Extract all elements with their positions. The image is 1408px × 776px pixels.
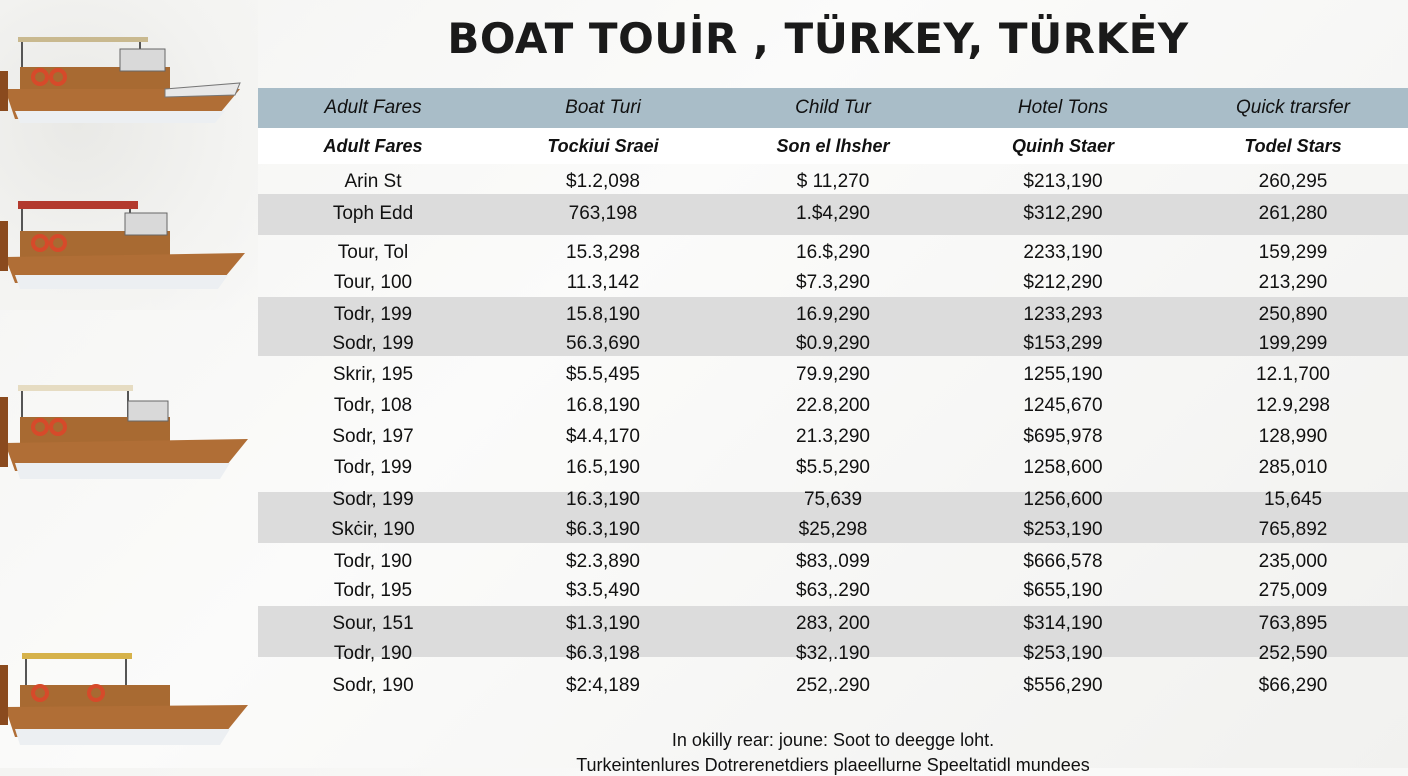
table-cell: 11.3,142 [566, 272, 640, 293]
table-cell: $556,290 [1023, 675, 1103, 696]
table-cell: 763,198 [568, 203, 638, 224]
table-row [258, 453, 1408, 483]
column-subheader: Adult Fares [323, 135, 423, 156]
table-cell: 15.3,298 [566, 242, 640, 263]
table-cell: 250,890 [1258, 304, 1328, 325]
table-cell: $32,.190 [796, 643, 870, 664]
boat-illustration-3 [0, 372, 252, 492]
table-cell: $1.3,190 [566, 613, 640, 634]
table-cell: 1256,600 [1023, 489, 1103, 510]
table-cell: 283, 200 [796, 613, 870, 634]
table-cell: Sour, 151 [332, 613, 414, 634]
table-cell: $0.9,290 [796, 333, 870, 354]
boat-illustration-2 [0, 186, 252, 306]
table-cell: Todr, 195 [333, 580, 413, 601]
table-cell: 16.$,290 [796, 242, 870, 263]
table-header-row [258, 88, 1408, 128]
table-cell: 128,990 [1258, 426, 1328, 447]
table-row [258, 391, 1408, 421]
table-cell: $3.5,490 [566, 580, 640, 601]
table-cell: 213,290 [1258, 272, 1328, 293]
table-cell: $153,299 [1023, 333, 1103, 354]
table-cell: Sodr, 199 [332, 333, 414, 354]
table-cell: Tour, 100 [333, 272, 413, 293]
table-cell: $7.3,290 [796, 272, 870, 293]
table-row [258, 360, 1408, 390]
footer-note-2: Turkeintenlures Dotrerenetdiers plaeellurne Speeltatidl mundees [576, 755, 1090, 775]
table-cell: 16.5,190 [566, 457, 640, 478]
table-cell: 16.8,190 [566, 395, 640, 416]
table-row [258, 485, 1408, 515]
table-cell: 1255,190 [1023, 364, 1103, 385]
column-subheader: Son el lhsher [776, 135, 890, 156]
table-cell: Todr, 108 [333, 395, 413, 416]
table-row [258, 238, 1408, 268]
table-cell: Arin St [344, 171, 402, 192]
table-row [258, 576, 1408, 606]
table-row [258, 639, 1408, 669]
table-cell: 260,295 [1258, 171, 1328, 192]
footer-note: In okilly rear: joune: Soot to deegge loht. [671, 730, 995, 750]
table-cell: Skċir, 190 [331, 519, 415, 540]
table-cell: Todr, 190 [333, 643, 413, 664]
table-cell: Todr, 199 [333, 457, 413, 478]
table-row [258, 199, 1408, 229]
table-cell: Tour, Tol [337, 242, 409, 263]
table-cell: $6.3,198 [566, 643, 640, 664]
table-row [258, 329, 1408, 359]
table-cell: $2:4,189 [566, 675, 640, 696]
table-cell: 75,639 [803, 489, 863, 510]
table-cell: 1233,293 [1023, 304, 1103, 325]
table-cell: $1.2,098 [566, 171, 640, 192]
boat-illustration-1 [0, 14, 252, 134]
table-cell: $6.3,190 [566, 519, 640, 540]
table-cell: $66,290 [1258, 675, 1328, 696]
table-row [258, 547, 1408, 577]
table-cell: 261,280 [1258, 203, 1328, 224]
table-cell: Todr, 199 [333, 304, 413, 325]
table-cell: $314,190 [1023, 613, 1103, 634]
table-cell: $63,.290 [796, 580, 870, 601]
table-cell: 1258,600 [1023, 457, 1103, 478]
table-cell: $253,190 [1023, 643, 1103, 664]
column-subheader: Todel Stars [1244, 135, 1342, 156]
table-subheader-row [258, 128, 1408, 164]
table-cell: $666,578 [1023, 551, 1103, 572]
table-cell: $213,190 [1023, 171, 1103, 192]
table-cell: 12.9,298 [1256, 395, 1330, 416]
table-cell: $5.5,290 [796, 457, 870, 478]
table-cell: $695,978 [1023, 426, 1103, 447]
table-cell: $25,298 [798, 519, 868, 540]
table-cell: $312,290 [1023, 203, 1103, 224]
column-subheader: Quinh Staer [1011, 135, 1114, 156]
table-cell: 159,299 [1258, 242, 1328, 263]
table-row [258, 671, 1408, 701]
fares-table [258, 88, 1408, 164]
table-cell: Sodr, 190 [332, 675, 414, 696]
table-cell: 275,009 [1258, 580, 1328, 601]
table-cell: $655,190 [1023, 580, 1103, 601]
table-row [258, 515, 1408, 545]
column-header: Hotel Tons [1017, 97, 1109, 118]
table-cell: 763,895 [1258, 613, 1328, 634]
table-cell: 21.3,290 [796, 426, 870, 447]
boat-illustration-4 [0, 640, 252, 760]
table-row [258, 268, 1408, 298]
table-cell: Skrir, 195 [332, 364, 414, 385]
table-row [258, 609, 1408, 639]
table-cell: 252,.290 [796, 675, 870, 696]
table-cell: 56.3,690 [566, 333, 640, 354]
column-header: Adult Fares [324, 97, 422, 118]
table-cell: 79.9,290 [796, 364, 870, 385]
table-cell: 1.$4,290 [796, 203, 870, 224]
table-row [258, 300, 1408, 330]
table-cell: 15.8,190 [566, 304, 640, 325]
table-cell: 12.1,700 [1256, 364, 1330, 385]
table-row [258, 167, 1408, 197]
table-cell: Sodr, 197 [332, 426, 414, 447]
table-cell: 2233,190 [1023, 242, 1103, 263]
table-cell: Sodr, 199 [332, 489, 414, 510]
table-cell: 235,000 [1258, 551, 1328, 572]
table-cell: 285,010 [1258, 457, 1328, 478]
table-cell: 16.3,190 [566, 489, 640, 510]
page-title: BOAT TOUİR , TÜRKEY, TÜRKĖY [447, 14, 1189, 63]
column-header: Boat Turi [565, 97, 641, 118]
table-cell: 765,892 [1258, 519, 1328, 540]
table-cell: 15,645 [1263, 489, 1323, 510]
table-cell: 16.9,290 [796, 304, 870, 325]
column-header: Child Tur [795, 97, 871, 118]
table-cell: Todr, 190 [333, 551, 413, 572]
table-cell: 1245,670 [1023, 395, 1103, 416]
column-header: Quick trarsfer [1235, 97, 1351, 118]
table-cell: 199,299 [1258, 333, 1328, 354]
table-cell: $2.3,890 [566, 551, 640, 572]
table-cell: $253,190 [1023, 519, 1103, 540]
table-cell: $212,290 [1023, 272, 1103, 293]
table-cell: $ 11,270 [796, 171, 870, 192]
table-cell: $5.5,495 [566, 364, 640, 385]
table-cell: Toph Edd [332, 203, 414, 224]
column-subheader: Tockiui Sraei [547, 135, 659, 156]
table-cell: 22.8,200 [796, 395, 870, 416]
table-cell: $83,.099 [796, 551, 870, 572]
table-cell: $4.4,170 [566, 426, 640, 447]
table-row [258, 422, 1408, 452]
table-cell: 252,590 [1258, 643, 1328, 664]
